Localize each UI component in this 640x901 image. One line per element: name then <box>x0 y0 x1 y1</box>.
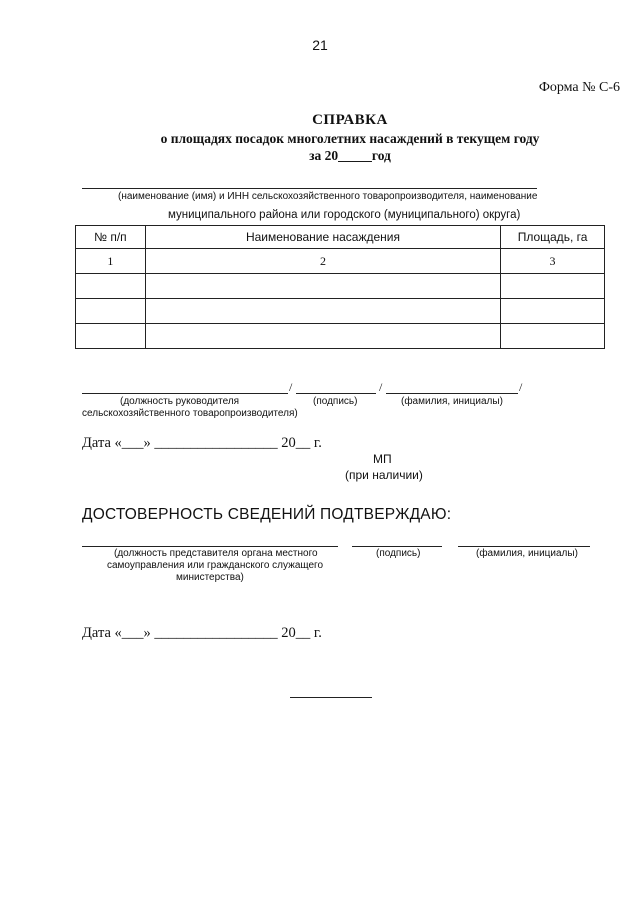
table-cell[interactable] <box>76 299 146 324</box>
closing-divider <box>290 697 372 698</box>
table-cell[interactable] <box>145 299 500 324</box>
document-subtitle: о площадях посадок многолетних насаждений в текущем году <box>160 131 540 146</box>
table-cell[interactable] <box>501 274 605 299</box>
table-cell[interactable] <box>76 324 146 349</box>
official-position-caption-continued: самоуправления или гражданского служащего <box>107 560 324 571</box>
document-year-line: за 20_____год <box>309 148 391 163</box>
table-cell[interactable] <box>145 274 500 299</box>
table-cell[interactable] <box>145 324 500 349</box>
manager-signature-caption: (подпись) <box>313 396 358 407</box>
stamp-note: (при наличии) <box>345 468 423 482</box>
column-header-number: № п/п <box>76 226 146 249</box>
table-row <box>76 274 605 299</box>
manager-signature-fill-line[interactable] <box>296 393 376 394</box>
confirmation-heading: ДОСТОВЕРНОСТЬ СВЕДЕНИЙ ПОДТВЕРЖДАЮ: <box>82 506 452 523</box>
organization-caption: (наименование (имя) и ИНН сельскохозяйственного товаропроизводителя, наименование <box>118 191 538 202</box>
column-number-2: 2 <box>145 249 500 274</box>
official-position-caption: (должность представителя органа местного <box>114 548 318 559</box>
table-header-row <box>76 226 605 249</box>
separator-slash: / <box>519 380 523 394</box>
table-cell[interactable] <box>76 274 146 299</box>
table-cell[interactable] <box>501 324 605 349</box>
manager-name-fill-line[interactable] <box>386 393 518 394</box>
manager-name-caption: (фамилия, инициалы) <box>401 396 503 407</box>
manager-position-caption: (должность руководителя <box>120 396 240 407</box>
page-number: 21 <box>312 37 328 53</box>
form-number: Форма № С-6 <box>538 80 620 95</box>
table-cell[interactable] <box>501 299 605 324</box>
manager-position-caption-continued: сельскохозяйственного товаропроизводителя) <box>82 408 298 419</box>
table-row <box>76 324 605 349</box>
column-header-area: Площадь, га <box>501 226 605 249</box>
document-title: СПРАВКА <box>312 112 388 128</box>
date-field[interactable]: Дата «___» _________________ 20__ г. <box>82 625 322 641</box>
date-field[interactable]: Дата «___» _________________ 20__ г. <box>82 435 322 451</box>
table-row <box>76 299 605 324</box>
official-signature-caption: (подпись) <box>376 548 421 559</box>
stamp-label: МП <box>373 452 392 466</box>
organization-fill-line[interactable] <box>82 188 537 189</box>
plantings-table <box>75 225 605 349</box>
official-position-caption-end: министерства) <box>176 572 244 583</box>
official-name-fill-line[interactable] <box>458 546 590 547</box>
official-position-fill-line[interactable] <box>82 546 338 547</box>
column-number-1: 1 <box>76 249 146 274</box>
column-number-3: 3 <box>501 249 605 274</box>
manager-position-fill-line[interactable] <box>82 393 288 394</box>
column-header-planting-name: Наименование насаждения <box>145 226 500 249</box>
official-name-caption: (фамилия, инициалы) <box>476 548 578 559</box>
separator-slash: / <box>379 380 383 394</box>
separator-slash: / <box>289 380 293 394</box>
official-signature-fill-line[interactable] <box>352 546 442 547</box>
organization-caption-continued: муниципального района или городского (муниципального) округа) <box>168 209 521 221</box>
table-numbering-row <box>76 249 605 274</box>
